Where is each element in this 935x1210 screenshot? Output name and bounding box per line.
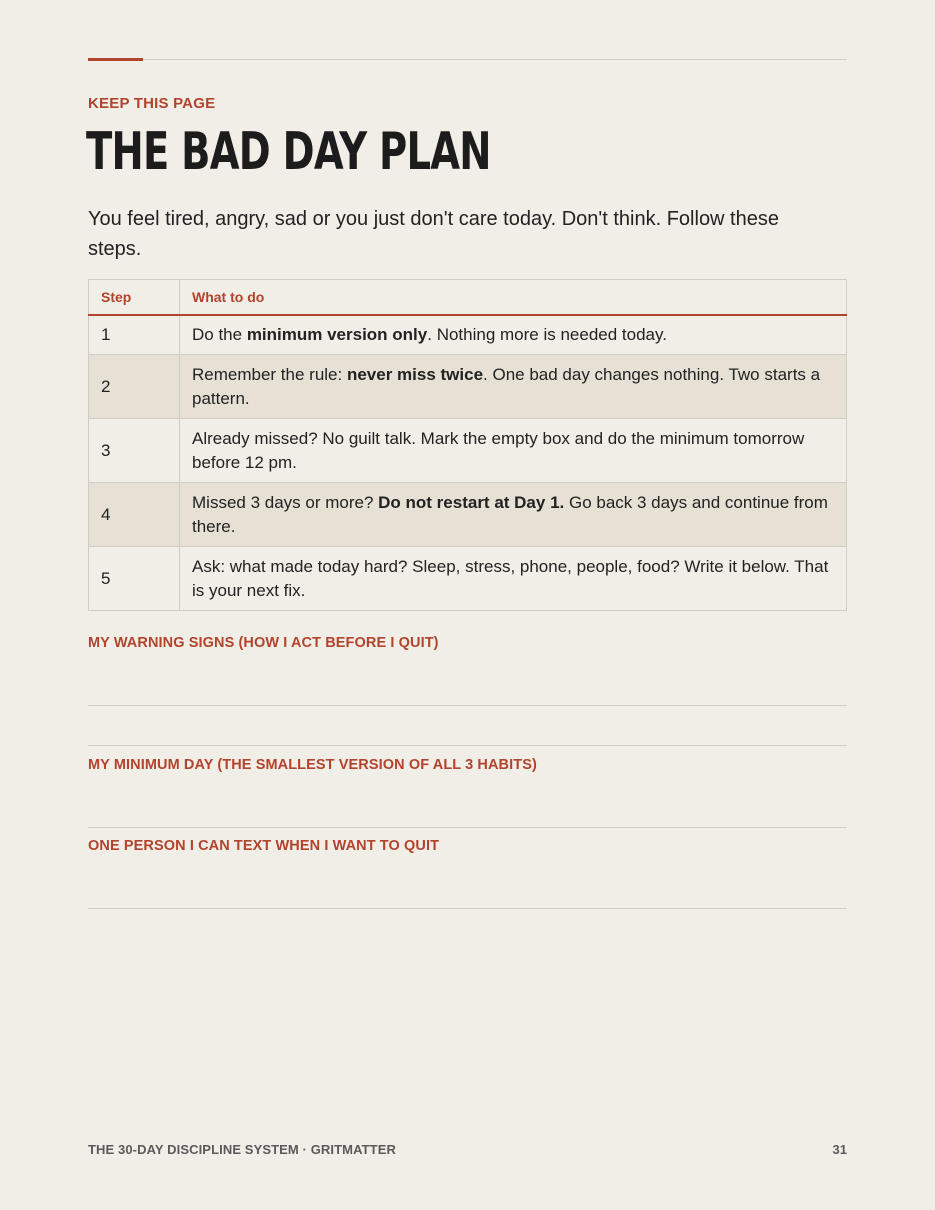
step-number: 4 [89, 483, 180, 547]
intro-text: You feel tired, angry, sad or you just don't care today. Don't think. Follow these steps. [88, 208, 779, 260]
table-row [89, 315, 847, 355]
text-person-write-line[interactable] [88, 908, 847, 909]
table-row [89, 547, 847, 611]
top-divider [88, 59, 847, 60]
header-step: Step [89, 280, 180, 316]
minimum-day-write-line[interactable] [88, 827, 847, 828]
eyebrow-label: KEEP THIS PAGE [88, 95, 216, 112]
table-row [89, 355, 847, 419]
table-header-row [89, 280, 847, 316]
step-instruction: Do the minimum version only. Nothing more is needed today. [180, 315, 847, 355]
warning-signs-label: MY WARNING SIGNS (HOW I ACT BEFORE I QUIT) [88, 635, 439, 651]
header-what-to-do: What to do [180, 280, 847, 316]
minimum-day-label: MY MINIMUM DAY (THE SMALLEST VERSION OF ALL 3 HABITS) [88, 757, 537, 773]
table-row [89, 419, 847, 483]
page-title: THE BAD DAY PLAN [86, 122, 491, 182]
step-instruction: Already missed? No guilt talk. Mark the empty box and do the minimum tomorrow before 12 pm. [180, 419, 847, 483]
table-row [89, 483, 847, 547]
step-number: 2 [89, 355, 180, 419]
steps-table [88, 279, 847, 611]
page-number: 31 [832, 1142, 847, 1157]
text-person-label: ONE PERSON I CAN TEXT WHEN I WANT TO QUIT [88, 838, 440, 854]
warning-signs-write-line[interactable] [88, 705, 847, 706]
step-instruction: Remember the rule: never miss twice. One bad day changes nothing. Two starts a pattern. [180, 355, 847, 419]
step-number: 5 [89, 547, 180, 611]
warning-signs-write-line-2[interactable] [88, 745, 847, 746]
top-accent-bar [88, 58, 143, 61]
footer-title: THE 30-DAY DISCIPLINE SYSTEM · GRITMATTER [88, 1142, 396, 1157]
step-number: 3 [89, 419, 180, 483]
step-number: 1 [89, 315, 180, 355]
step-instruction: Missed 3 days or more? Do not restart at Day 1. Go back 3 days and continue from there. [180, 483, 847, 547]
step-instruction: Ask: what made today hard? Sleep, stress, phone, people, food? Write it below. That is your next fix. [180, 547, 847, 611]
